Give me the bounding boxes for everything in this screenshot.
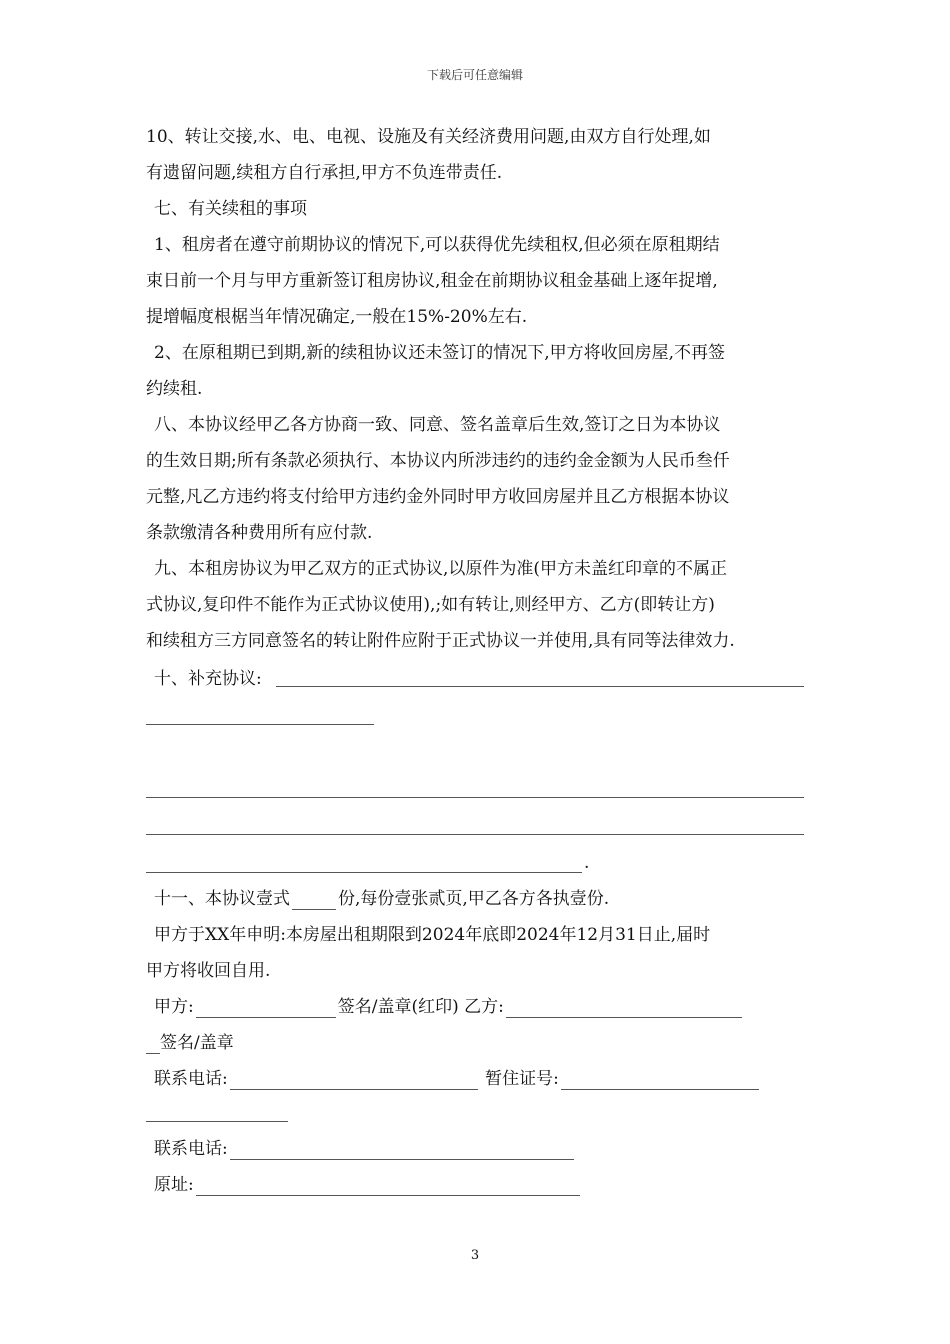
party-b-label: 乙方:: [464, 997, 504, 1017]
section-7-item-1-line-1: 1、租房者在遵守前期协议的情况下,可以获得优先续租权,但必须在原租期结: [154, 235, 720, 255]
section-8-line-3: 元整,凡乙方违约将支付给甲方违约金外同时甲方收回房屋并且乙方根据本协议: [146, 487, 730, 507]
contact-line-1: [154, 1068, 761, 1090]
section-9-line-3: 和续租方三方同意签名的转让附件应附于正式协议一并使用,具有同等法律效力.: [146, 631, 735, 651]
residence-permit-label: 暂住证号:: [485, 1069, 559, 1089]
section-7-item-1-line-3: 提增幅度根椐当年情况确定,一般在15%-20%左右.: [146, 307, 528, 327]
section-9-line-1: 九、本租房协议为甲乙双方的正式协议,以原件为准(甲方未盖红印章的不属正: [154, 559, 728, 579]
supplement-blank-5: [146, 872, 582, 873]
residence-permit-blank: [561, 1072, 759, 1090]
address-line: [154, 1174, 582, 1196]
section-11-text-a: 十一、本协议壹式: [154, 889, 290, 909]
party-a-blank: [196, 1000, 336, 1018]
section-11-text-b: 份,每份壹张贰页,甲乙各方各执壹份.: [338, 889, 610, 909]
clause-10-line-2: 有遗留问题,续租方自行承担,甲方不负连带责任.: [146, 163, 503, 183]
party-b-blank-cont: [146, 1036, 160, 1054]
section-8-line-2: 的生效日期;所有条款必须执行、本协议内所涉违约的违约金金额为人民币叁仟: [146, 451, 730, 471]
address-label: 原址:: [154, 1175, 194, 1195]
declaration-line-2: 甲方将收回自用.: [146, 961, 271, 981]
page-number: 3: [470, 1248, 480, 1263]
section-8-line-4: 条款缴清各种费用所有应付款.: [146, 523, 373, 543]
page-header: 下载后可任意编辑: [426, 68, 523, 82]
supplement-end-period: .: [584, 853, 590, 873]
supplement-blank-1: [276, 686, 804, 687]
phone-label-2: 联系电话:: [154, 1139, 228, 1159]
party-a-label: 甲方:: [154, 997, 194, 1017]
address-blank: [196, 1178, 580, 1196]
party-b-sign-line: [146, 1032, 234, 1054]
section-9-line-2: 式协议,复印件不能作为正式协议使用),;如有转让,则经甲方、乙方(即转让方): [146, 595, 715, 615]
section-11-line: [154, 888, 609, 910]
phone-blank-1: [230, 1072, 478, 1090]
phone-blank-2: [230, 1142, 574, 1160]
section-8-line-1: 八、本协议经甲乙各方协商一致、同意、签名盖章后生效,签订之日为本协议: [154, 415, 721, 435]
section-10-heading: 十、补充协议:: [154, 669, 262, 689]
supplement-blank-4: [146, 834, 804, 835]
section-7-item-1-line-2: 束日前一个月与甲方重新签订租房协议,租金在前期协议租金基础上逐年捉增,: [146, 271, 718, 291]
phone-label-1: 联系电话:: [154, 1069, 228, 1089]
party-b-blank: [506, 1000, 742, 1018]
party-a-sign-label: 签名/盖章(红印): [337, 997, 459, 1017]
party-b-sign-label: 签名/盖章: [160, 1033, 234, 1053]
declaration-line-1: 甲方于XX年申明:本房屋出租期限到2024年底即2024年12月31日止,届时: [154, 925, 711, 945]
section-7-item-2-line-1: 2、在原租期已到期,新的续租协议还未签订的情况下,甲方将收回房屋,不再签: [154, 343, 726, 363]
supplement-blank-2: [146, 724, 374, 725]
supplement-blank-3: [146, 797, 804, 798]
clause-10-line-1: 10、转让交接,水、电、电视、设施及有关经济费用问题,由双方自行处理,如: [146, 127, 711, 147]
section-7-item-2-line-2: 约续租.: [146, 379, 203, 399]
contact-line-2: [154, 1138, 576, 1160]
section-7-heading: 七、有关续租的事项: [154, 199, 307, 219]
residence-permit-blank-cont: [146, 1121, 288, 1122]
copies-blank: [292, 892, 336, 910]
signature-line: [154, 996, 744, 1018]
